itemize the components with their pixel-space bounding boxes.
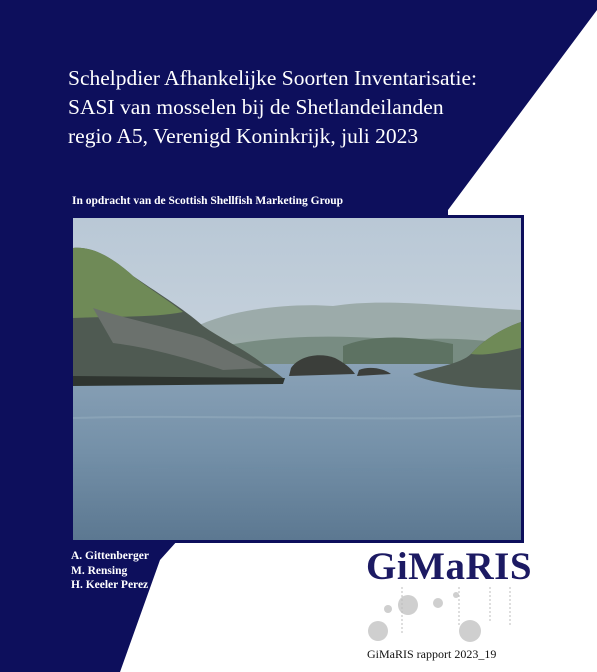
title-line-1: Schelpdier Afhankelijke Soorten Inventarisatie: bbox=[68, 66, 477, 90]
author-name: A. Gittenberger bbox=[71, 550, 149, 562]
gimaris-logo-text: GiMaRIS bbox=[366, 545, 533, 588]
report-number: GiMaRIS rapport 2023_19 bbox=[367, 647, 497, 661]
cover-photo-frame bbox=[70, 215, 524, 543]
report-title bbox=[68, 64, 568, 151]
author-name: M. Rensing bbox=[71, 564, 128, 577]
author-list bbox=[71, 549, 149, 593]
gimaris-logo-dots-icon bbox=[362, 585, 532, 645]
author-name: H. Keeler Perez bbox=[71, 579, 149, 591]
title-line-3: regio A5, Verenigd Koninkrijk, juli 2023 bbox=[68, 124, 419, 148]
commissioned-by: In opdracht van de Scottish Shellfish Marketing Group bbox=[72, 195, 344, 207]
cover-photo bbox=[73, 218, 521, 540]
title-line-2: SASI van mosselen bij de Shetlandeilanden bbox=[68, 95, 444, 119]
